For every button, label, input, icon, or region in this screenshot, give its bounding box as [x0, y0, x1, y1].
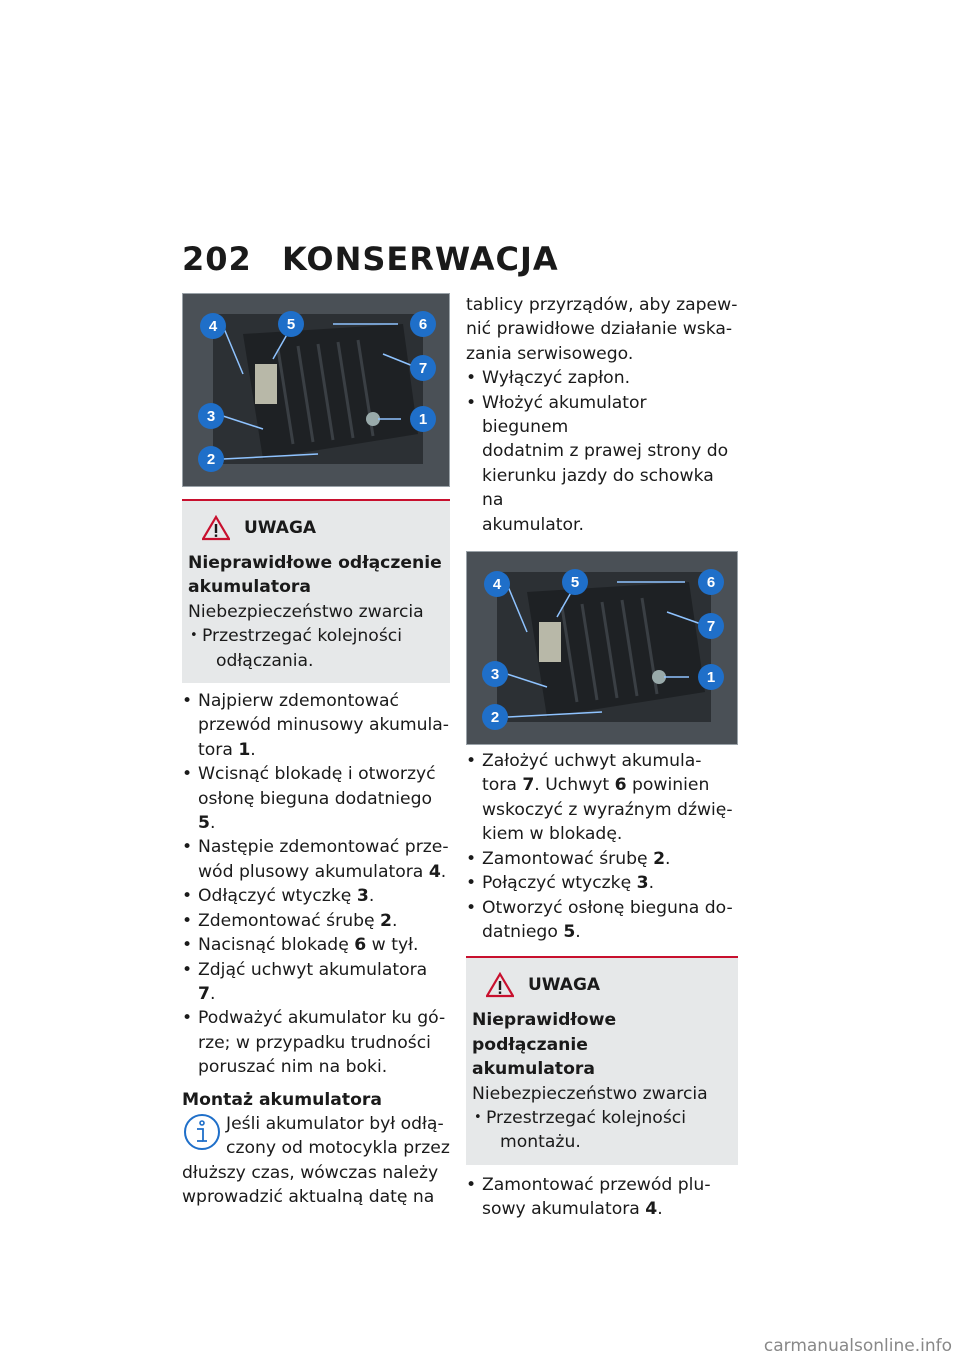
callout-5 — [562, 569, 588, 595]
info-icon — [182, 1112, 222, 1152]
svg-text:3: 3 — [206, 408, 216, 425]
continuation-text: tablicy przyrządów, aby zapew- nić prawidłowe działanie wska- zania serwisowego. — [466, 295, 738, 364]
svg-text:6: 6 — [706, 574, 716, 592]
warning-box-connect — [466, 956, 738, 1164]
battery-illustration — [467, 552, 737, 744]
warning-triangle-icon — [486, 972, 514, 998]
list-item: • Zdemontować śrubę 2. — [182, 909, 450, 933]
svg-text:1: 1 — [706, 669, 716, 687]
warning-hazard: Niebezpieczeństwo zwarcia — [472, 1083, 708, 1104]
info-note: Jeśli akumulator był odłą- czony od motocykla przez — [182, 1112, 450, 1161]
warning-label: UWAGA — [528, 975, 601, 996]
svg-text:3: 3 — [490, 666, 500, 684]
list-item: • Nacisnąć blokadę 6 w tył. — [182, 933, 450, 957]
svg-text:7: 7 — [418, 360, 428, 377]
left-column — [182, 293, 450, 1210]
warning-label: UWAGA — [244, 517, 317, 538]
svg-text:1: 1 — [418, 411, 428, 428]
warning-instruction: • Przestrzegać kolejności montażu. — [472, 1106, 732, 1155]
removal-steps — [182, 689, 450, 1080]
warning-subtitle: Nieprawidłowe podłączanie akumulatora — [472, 1010, 617, 1080]
list-item: • Następie zdemontować prze- wód plusowy akumulatora 4. — [182, 835, 450, 884]
info-text-line: dłuższy czas, wówczas należy — [182, 1162, 439, 1183]
page-number: 202 — [182, 240, 252, 278]
svg-text:4: 4 — [492, 576, 502, 594]
section-title: KONSERWACJA — [282, 240, 559, 278]
svg-text:5: 5 — [286, 316, 296, 333]
list-item: • Połączyć wtyczkę 3. — [466, 871, 738, 895]
callout-2 — [482, 704, 508, 730]
callout-5 — [278, 311, 304, 337]
mount-heading: Montaż akumulatora — [182, 1089, 382, 1110]
list-item: • Zamontować przewód plu- sowy akumulatora 4. — [466, 1173, 738, 1222]
list-item: • Wyłączyć zapłon. — [466, 366, 738, 390]
warning-triangle-icon — [202, 515, 230, 541]
callout-4 — [200, 313, 226, 339]
warning-box-disconnect — [182, 499, 450, 683]
battery-illustration — [183, 294, 449, 486]
page-header — [182, 240, 559, 278]
svg-text:5: 5 — [570, 574, 580, 592]
battery-photo-bottom — [466, 551, 738, 745]
callout-3 — [482, 661, 508, 687]
list-item: • Podważyć akumulator ku gó- rze; w przypadku trudności poruszać nim na boki. — [182, 1006, 450, 1079]
list-item: • Odłączyć wtyczkę 3. — [182, 884, 450, 908]
list-item: • Założyć uchwyt akumula- tora 7. Uchwyt 6 powinien wskoczyć z wyraźnym dźwię- kiem w blokadę. — [466, 749, 738, 847]
warning-hazard: Niebezpieczeństwo zwarcia — [188, 601, 424, 622]
list-item: • Najpierw zdemontować przewód minusowy akumula- tora 1. — [182, 689, 450, 762]
callout-4 — [484, 571, 510, 597]
list-item: • Włożyć akumulator biegunem dodatnim z prawej strony do kierunku jazdy do schowka na akumulator. — [466, 391, 738, 537]
callout-6 — [698, 569, 724, 595]
list-item: • Zdjąć uchwyt akumulatora 7. — [182, 958, 450, 1007]
installation-steps — [466, 749, 738, 944]
callout-1 — [698, 664, 724, 690]
svg-text:6: 6 — [418, 316, 428, 333]
callout-6 — [410, 311, 436, 337]
callout-7 — [410, 355, 436, 381]
right-column — [466, 293, 738, 1222]
watermark: carmanualsonline.info — [763, 1336, 952, 1356]
battery-photo-top — [182, 293, 450, 487]
list-item: • Zamontować śrubę 2. — [466, 847, 738, 871]
callout-3 — [198, 403, 224, 429]
warning-subtitle: Nieprawidłowe odłączenie akumulatora — [188, 553, 442, 598]
svg-text:2: 2 — [490, 709, 500, 727]
list-item: • Otworzyć osłonę bieguna do- datniego 5. — [466, 896, 738, 945]
list-item: • Wcisnąć blokadę i otworzyć osłonę bieguna dodatniego 5. — [182, 762, 450, 835]
svg-text:2: 2 — [206, 451, 216, 468]
callout-1 — [410, 406, 436, 432]
svg-text:7: 7 — [706, 618, 716, 636]
warning-instruction: • Przestrzegać kolejności odłączania. — [188, 624, 444, 673]
info-text-line: wprowadzić aktualną datę na — [182, 1187, 435, 1208]
svg-text:4: 4 — [208, 318, 218, 335]
callout-2 — [198, 446, 224, 472]
callout-7 — [698, 613, 724, 639]
